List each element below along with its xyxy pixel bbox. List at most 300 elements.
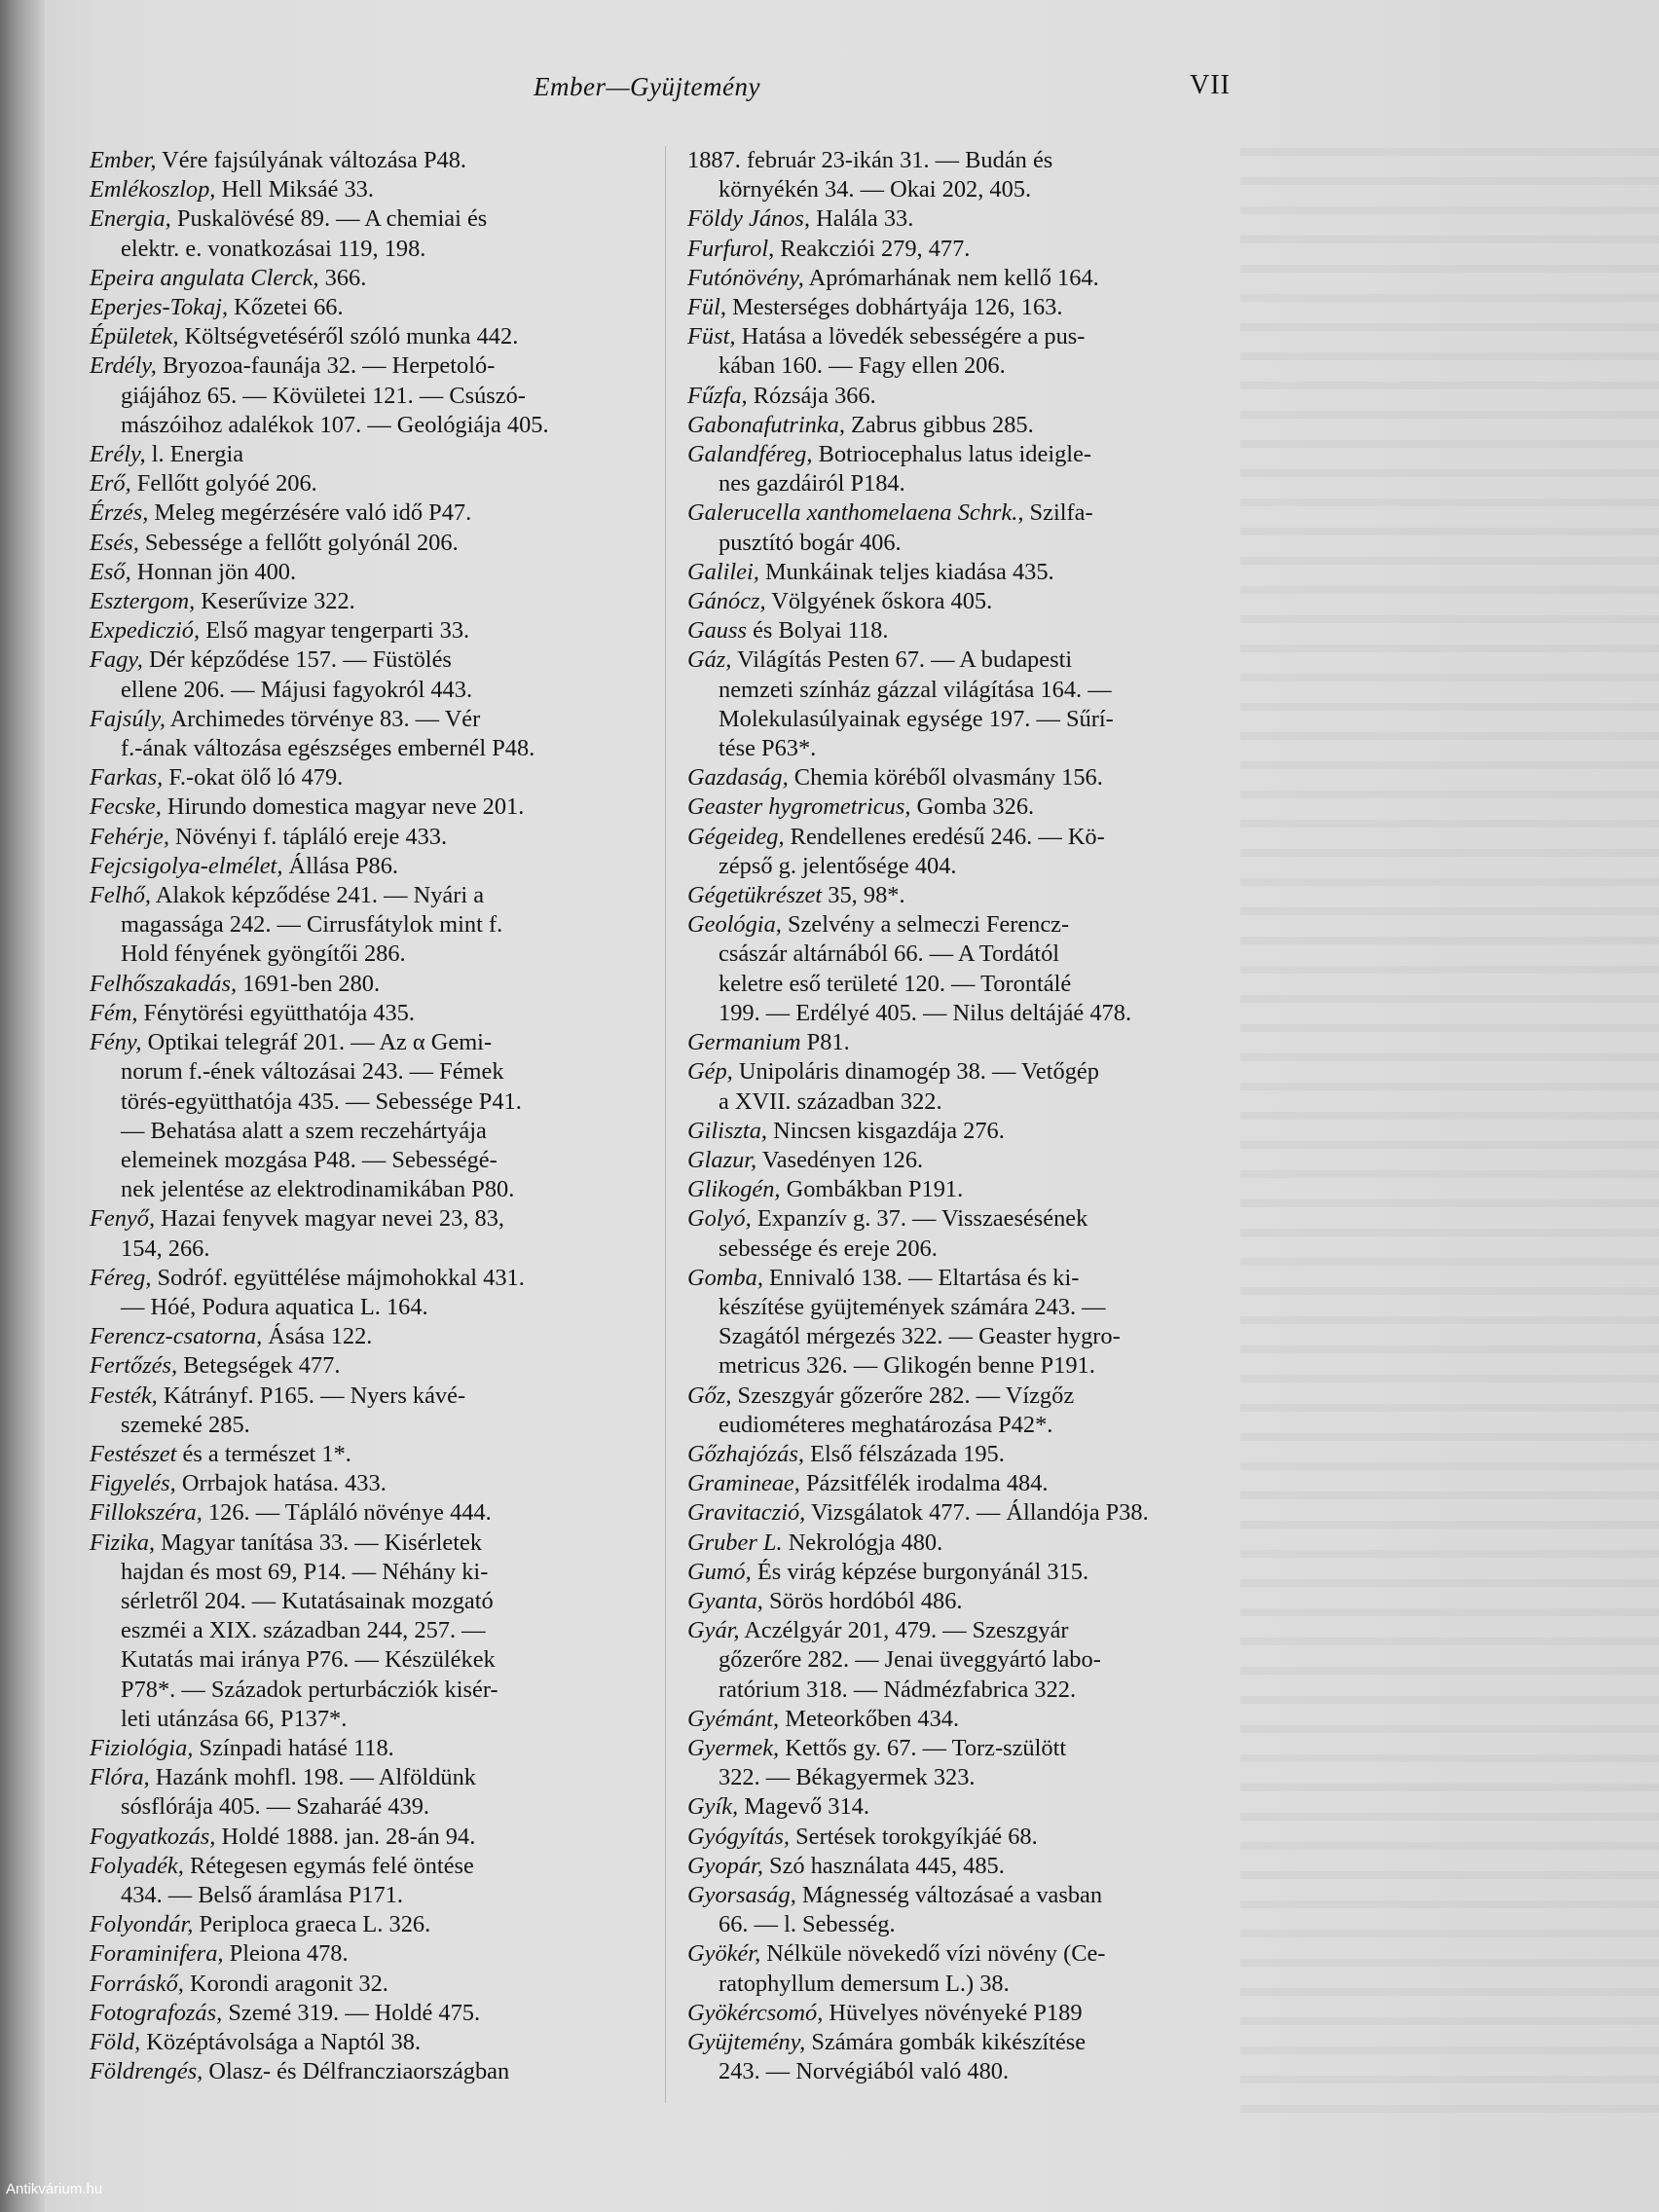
entry-headword: Folyondár, [90,1911,194,1938]
entry-text-line: törés-együtthatója 435. — Sebessége P41. [121,1088,522,1115]
index-entry [687,146,1244,204]
index-entry [90,146,643,175]
entry-text-line: Rendellenes eredésű 246. — Kö- [790,823,1105,850]
entry-text-line: f.-ának változása egészséges embernél P48. [121,735,535,762]
entry-headword: Germanium [687,1029,801,1056]
entry-text-line: Puskalövésé 89. — A chemiai és [176,205,488,233]
entry-text-line: 35, 98*. [828,882,905,909]
entry-headword: Geológia, [687,911,782,939]
entry-text-line: Sebessége a fellőtt golyónál 206. [144,529,459,556]
entry-text-line: Sertések torokgyíkjáé 68. [795,1823,1038,1850]
index-entry [687,645,1244,763]
index-entry [90,793,643,822]
index-entry [90,1970,643,1999]
entry-text-line: Honnan jön 400. [136,558,297,585]
entry-headword: Gégeideg, [687,823,785,850]
entry-text-line: Meteorkőben 434. [785,1705,960,1732]
entry-text-line: Vizsgálatok 477. — Állandója P38. [810,1499,1149,1527]
entry-headword: Föld, [90,2029,141,2055]
entry-headword: Földrengés, [90,2058,203,2085]
entry-text-line: császár altárnából 66. — A Tordától [719,940,1060,968]
entry-headword: Festék, [90,1382,158,1409]
index-entry [90,1939,643,1969]
entry-text-line: norum f.-ének változásai 243. — Fémek [121,1058,504,1086]
entry-text-line: Kátrányf. P165. — Nyers kávé- [163,1382,466,1409]
entry-text-line: P81. [806,1029,850,1056]
entry-text-line: Pázsitfélék irodalma 484. [805,1470,1049,1497]
entry-text-line: Dér képződése 157. — Füstölés [148,646,452,674]
index-entry [687,558,1244,587]
index-entry [90,175,643,204]
entry-text-line: Mesterséges dobhártyája 126, 163. [732,294,1063,321]
entry-headword: Gravitaczió, [687,1499,806,1527]
entry-text-line: ratophyllum demersum L.) 38. [719,1970,1010,1997]
entry-headword: Fogyatkozás, [90,1823,216,1850]
entry-text-line: és a természet 1*. [182,1440,351,1467]
index-entry [90,293,643,322]
entry-headword: Fül, [687,294,726,321]
index-entry [687,1498,1244,1528]
entry-text-line: elemeinek mozgása P48. — Sebességé- [121,1146,498,1173]
entry-text-line: sósflórája 405. — Szaharáé 439. [121,1793,429,1821]
entry-headword: Futónövény, [687,264,804,291]
entry-text-line: Archimedes törvénye 83. — Vér [169,705,481,732]
entry-text-line: Világítás Pesten 67. — A budapesti [737,646,1073,674]
index-entry [687,1028,1244,1057]
index-entry [687,1175,1244,1204]
entry-headword: Folyadék, [90,1852,184,1879]
index-entry [90,1763,643,1822]
entry-headword: Fejcsigolya-elmélet, [90,852,283,879]
entry-text-line: Mágnesség változásaé a vasban [801,1881,1103,1908]
index-entry [687,411,1244,440]
index-entry [687,616,1244,645]
index-entry [90,469,643,498]
index-entry [90,558,643,587]
entry-text-line: Szagától mérgezés 322. — Geaster hygro- [719,1323,1121,1350]
entry-headword: Gauss [687,617,747,645]
entry-text-line: 1691-ben 280. [242,970,381,997]
index-entry [687,763,1244,793]
entry-headword: Figyelés, [90,1470,176,1497]
entry-headword: Fagy, [90,646,143,674]
index-entry [90,763,643,793]
entry-headword: Forráskő, [90,1970,184,1997]
index-entry [90,2028,643,2057]
index-entry [687,1204,1244,1263]
index-entry [687,1057,1244,1116]
running-head: Ember—Gyüjtemény [534,72,760,101]
entry-headword: Fotografozás, [90,1999,223,2026]
entry-text-line: Hatása a lövedék sebességére a pus- [741,323,1086,350]
entry-text-line: sebessége és ereje 206. [719,1235,938,1262]
entry-text-line: Hold fényének gyöngítői 286. [121,940,406,968]
entry-text-line: Alakok képződése 241. — Nyári a [155,882,485,909]
entry-text-line: Expanzív g. 37. — Visszaesésének [756,1205,1088,1233]
entry-text-line: 126. — Tápláló növénye 444. [207,1499,492,1527]
entry-text-line: Sörös hordóból 486. [769,1587,963,1614]
entry-text-line: 199. — Erdélyé 405. — Nilus deltájáé 478. [719,999,1132,1026]
entry-headword: Gruber L. [687,1529,783,1556]
bleed-through-texture [1240,127,1659,2132]
entry-headword: Fertőzés, [90,1352,178,1380]
entry-headword: Eső, [90,558,131,585]
index-entry [90,1823,643,1852]
index-entry [90,1264,643,1322]
index-entry [687,1616,1244,1705]
entry-text-line: Sodróf. együttélése májmohokkal 431. [157,1264,525,1291]
index-entry [687,1117,1244,1146]
index-entry [687,1939,1244,1998]
entry-text-line: környékén 34. — Okai 202, 405. [719,176,1032,203]
entry-headword: Gyermek, [687,1734,780,1761]
entry-text-line: Hazai fenyvek magyar nevei 23, 83, [161,1205,504,1233]
index-entry [687,823,1244,881]
index-entry [90,1498,643,1528]
entry-headword: Érzés, [90,499,149,527]
index-entry [90,440,643,469]
entry-headword: Gáz, [687,646,732,674]
entry-headword: Fenyő, [90,1205,156,1233]
entry-headword: Gabonafutrinka, [687,411,845,438]
entry-text-line: készítése gyüjtemények számára 243. — [719,1293,1106,1320]
entry-text-line: — Behatása alatt a szem reczehártyája [121,1117,487,1144]
entry-text-line: Halála 33. [816,205,914,233]
entry-text-line: pusztító bogár 406. [719,529,902,556]
entry-text-line: Olasz- és Délfrancziaországban [208,2058,510,2085]
entry-headword: Gégetükrészet [687,882,823,909]
entry-text-line: nemzeti színház gázzal világítása 164. — [719,676,1112,703]
index-entry [90,1469,643,1498]
entry-headword: Gyüjtemény, [687,2029,806,2055]
entry-headword: Gőz, [687,1382,732,1409]
entry-text-line: Költségvetéséről szóló munka 442. [184,323,519,350]
entry-text-line: mászóihoz adalékok 107. — Geológiája 405. [121,411,549,438]
entry-text-line: a XVII. században 322. [719,1088,942,1115]
entry-text-line: 243. — Norvégiából való 480. [719,2058,1010,2085]
index-entry [687,1469,1244,1498]
entry-headword: Flóra, [90,1764,150,1791]
entry-headword: Ember, [90,147,157,173]
entry-text-line: metricus 326. — Glikogén benne P191. [719,1352,1095,1380]
entry-headword: Galerucella xanthomelaena Schrk., [687,499,1024,527]
index-entry [687,587,1244,616]
index-entry [90,1204,643,1263]
index-entry [687,1734,1244,1792]
entry-headword: Fiziológia, [90,1734,194,1761]
index-entry [687,440,1244,498]
entry-text-line: Magevő 314. [744,1793,869,1821]
entry-text-line: giájához 65. — Kövületei 121. — Csúszó- [121,382,526,409]
entry-text-line: zépső g. jelentősége 404. [719,852,957,879]
entry-headword: Gyökércsomó, [687,1999,824,2026]
index-entry [90,616,643,645]
entry-headword: Felhő, [90,882,151,909]
entry-headword: Giliszta, [687,1117,767,1144]
entry-text-line: 66. — l. Sebesség. [719,1911,896,1938]
entry-text-line: Reakcziói 279, 477. [780,235,971,262]
entry-headword: Gyanta, [687,1587,763,1614]
entry-text-line: Unipoláris dinamogép 38. — Vetőgép [738,1058,1099,1086]
entry-headword: Gazdaság, [687,764,789,792]
entry-text-line: Hazánk mohfl. 198. — Alföldünk [155,1764,476,1791]
entry-text-line: 322. — Békagyermek 323. [719,1764,976,1791]
entry-text-line: Meleg megérzésére való idő P47. [154,499,472,527]
entry-text-line: Zabrus gibbus 285. [851,411,1034,438]
index-entry [687,382,1244,411]
index-column-left [90,146,643,2086]
entry-headword: Expediczió, [90,617,201,645]
entry-headword: Felhőszakadás, [90,970,238,997]
index-entry [90,1440,643,1469]
index-column-right [687,146,1244,2086]
index-entry [687,498,1244,557]
entry-text-line: Munkáinak teljes kiadása 435. [764,558,1054,585]
entry-headword: Gyopár, [687,1852,763,1879]
index-entry [90,1382,643,1440]
entry-text-line: Kettős gy. 67. — Torz-szülött [785,1734,1067,1761]
index-entry [90,970,643,999]
entry-text-line: Aczélgyár 201, 479. — Szeszgyár [744,1617,1069,1644]
entry-text-line: Keserűvize 322. [201,588,355,615]
entry-text-line: Hirundo domestica magyar neve 201. [166,793,525,821]
index-entry [687,793,1244,822]
entry-text-line: — Hóé, Podura aquatica L. 164. [121,1293,428,1320]
entry-headword: Erő, [90,470,131,498]
index-entry [90,1028,643,1204]
entry-text-line: 1887. február 23-ikán 31. — Budán és [687,147,1053,173]
entry-headword: Glikogén, [687,1176,781,1203]
entry-headword: Fém, [90,999,138,1026]
index-entry [90,1852,643,1910]
index-entry [90,529,643,558]
entry-headword: Fecske, [90,793,162,821]
entry-headword: Ferencz-csatorna, [90,1323,263,1350]
entry-text-line: elektr. e. vonatkozásai 119, 198. [121,235,426,262]
entry-headword: Farkas, [90,764,164,792]
index-entry [687,1792,1244,1822]
index-entry [90,204,643,263]
entry-headword: Gyorsaság, [687,1881,796,1908]
entry-text-line: keletre eső területé 120. — Torontálé [719,970,1072,997]
entry-headword: Fajsúly, [90,705,166,732]
entry-headword: Gőzhajózás, [687,1440,804,1467]
index-entry [90,1351,643,1381]
entry-text-line: Molekulasúlyainak egysége 197. — Sűrí- [719,705,1114,732]
entry-headword: Festészet [90,1440,177,1467]
entry-text-line: Vére fajsúlyának változása P48. [162,147,466,173]
entry-text-line: Fellőtt golyóé 206. [136,470,317,498]
index-entry [687,1440,1244,1469]
entry-text-line: P78*. — Századok perturbácziók kisér- [121,1676,498,1703]
index-entry [687,1264,1244,1382]
entry-text-line: eszméi a XIX. században 244, 257. — [121,1617,486,1644]
index-entry [90,645,643,704]
entry-text-line: Botriocephalus latus ideigle- [818,441,1092,468]
entry-headword: Foraminifera, [90,1940,224,1968]
entry-text-line: Optikai telegráf 201. — Az α Gemi- [147,1029,493,1056]
entry-headword: Gánócz, [687,588,766,615]
entry-text-line: Szilfa- [1029,499,1093,527]
entry-text-line: Vasedényen 126. [761,1146,924,1173]
index-entry [90,2057,643,2086]
entry-headword: Fizika, [90,1529,156,1556]
entry-headword: Gomba, [687,1264,763,1291]
entry-text-line: 366. [324,264,367,291]
entry-headword: Fény, [90,1029,142,1056]
entry-text-line: és Bolyai 118. [753,617,889,645]
index-entry [90,881,643,970]
index-entry [90,322,643,351]
entry-text-line: Rózsája 366. [753,382,876,409]
index-entry [687,235,1244,264]
entry-text-line: Rétegesen egymás felé öntése [189,1852,474,1879]
entry-headword: Epeira angulata Clerck, [90,264,319,291]
entry-text-line: Kutatás mai iránya P76. — Készülékek [121,1646,496,1674]
entry-text-line: hajdan és most 69, P14. — Néhány ki- [121,1558,489,1585]
index-entry [90,587,643,616]
page-number: VII [1190,70,1231,100]
index-entry [687,264,1244,293]
entry-text-line: Fénytörési együtthatója 435. [143,999,415,1026]
entry-text-line: 434. — Belső áramlása P171. [121,1881,403,1908]
entry-text-line: Szeszgyár gőzerőre 282. — Vízgőz [737,1382,1075,1409]
entry-text-line: Szelvény a selmeczi Ferencz- [787,911,1070,939]
index-entry [90,498,643,528]
index-entry [687,322,1244,381]
entry-headword: Gyógyítás, [687,1823,790,1850]
entry-headword: Gramineae, [687,1470,800,1497]
index-entry [687,2028,1244,2086]
entry-text-line: Hell Miksáé 33. [221,176,374,203]
index-entry [687,1529,1244,1558]
entry-headword: Golyó, [687,1205,752,1233]
entry-headword: Földy János, [687,205,810,233]
entry-headword: Füst, [687,323,736,350]
entry-text-line: És virág képzése burgonyánál 315. [756,1558,1089,1585]
entry-headword: Gyár, [687,1617,740,1644]
entry-text-line: Magyar tanítása 33. — Kisérletek [161,1529,483,1556]
entry-text-line: Nekrológja 480. [788,1529,943,1556]
index-entry [687,1999,1244,2028]
entry-headword: Eperjes-Tokaj, [90,294,229,321]
entry-text-line: l. Energia [151,441,244,468]
index-entry [90,1734,643,1763]
entry-headword: Gumó, [687,1558,752,1585]
column-divider [665,146,666,2103]
entry-headword: Galilei, [687,558,759,585]
entry-text-line: Állása P86. [288,852,399,879]
entry-text-line: Periploca graeca L. 326. [199,1911,431,1938]
entry-text-line: Kőzetei 66. [234,294,344,321]
index-entry [90,852,643,881]
entry-text-line: Első félszázada 195. [810,1440,1005,1467]
entry-text-line: Chemia köréből olvasmány 156. [793,764,1103,792]
entry-headword: Esés, [90,529,139,556]
entry-text-line: Első magyar tengerparti 33. [205,617,470,645]
index-entry [90,705,643,763]
entry-text-line: Ásása 122. [268,1323,373,1350]
index-entry [687,1705,1244,1734]
index-entry [90,1910,643,1939]
entry-headword: Gyémánt, [687,1705,780,1732]
entry-headword: Féreg, [90,1264,152,1291]
index-entry [90,1529,643,1734]
index-entry [687,1852,1244,1881]
entry-headword: Erély, [90,441,146,468]
index-entry [687,1587,1244,1616]
watermark: Antikvárium.hu [6,2181,103,2197]
entry-text-line: Orrbajok hatása. 433. [181,1470,387,1497]
entry-text-line: Holdé 1888. jan. 28-án 94. [221,1823,476,1850]
entry-text-line: kában 160. — Fagy ellen 206. [719,352,1006,380]
entry-text-line: 154, 266. [121,1235,210,1262]
entry-headword: Emlékoszlop, [90,176,216,203]
index-entry [90,1999,643,2028]
entry-headword: Gép, [687,1058,733,1086]
entry-text-line: Völgyének őskora 405. [771,588,993,615]
entry-headword: Épületek, [90,323,179,350]
entry-text-line: leti utánzása 66, P137*. [121,1705,348,1732]
entry-text-line: Középtávolsága a Naptól 38. [146,2029,422,2055]
index-entry [687,293,1244,322]
book-spine-shadow [0,0,45,2212]
entry-text-line: Nélküle növekedő vízi növény (Ce- [766,1940,1106,1968]
entry-text-line: sérletről 204. — Kutatásainak mozgató [121,1587,494,1614]
index-entry [90,1322,643,1351]
index-entry [687,910,1244,1028]
index-entry [90,999,643,1028]
entry-headword: Energia, [90,205,171,233]
index-entry [687,1823,1244,1852]
entry-headword: Erdély, [90,352,157,380]
entry-text-line: magassága 242. — Cirrusfátylok mint f. [121,911,503,939]
entry-text-line: Hüvelyes növényeké P189 [829,1999,1083,2026]
entry-headword: Gyík, [687,1793,739,1821]
index-entry [687,1881,1244,1939]
index-entry [90,264,643,293]
entry-text-line: Számára gombák kikészítése [811,2029,1087,2055]
entry-text-line: Gombákban P191. [786,1176,964,1203]
entry-headword: Furfurol, [687,235,775,262]
entry-text-line: Ennivaló 138. — Eltartása és ki- [769,1264,1080,1291]
entry-headword: Galandféreg, [687,441,813,468]
index-entry [687,1146,1244,1175]
entry-text-line: Nincsen kisgazdája 276. [773,1117,1005,1144]
index-entry [687,881,1244,910]
entry-text-line: nek jelentése az elektrodinamikában P80. [121,1176,515,1203]
entry-headword: Fillokszéra, [90,1499,203,1527]
entry-headword: Geaster hygrometricus, [687,793,911,821]
entry-headword: Glazur, [687,1146,757,1173]
entry-text-line: gőzerőre 282. — Jenai üveggyártó labo- [719,1646,1101,1674]
entry-text-line: eudiométeres meghatározása P42*. [719,1411,1053,1438]
index-entry [687,204,1244,234]
entry-text-line: Betegségek 477. [183,1352,341,1380]
entry-text-line: Bryozoa-faunája 32. — Herpetoló- [162,352,496,380]
entry-text-line: szemeké 285. [121,1411,250,1438]
entry-headword: Esztergom, [90,588,196,615]
index-entry [90,823,643,852]
index-entry [687,1558,1244,1587]
entry-headword: Fehérje, [90,823,169,850]
entry-text-line: ellene 206. — Májusi fagyokról 443. [121,676,473,703]
entry-text-line: F.-okat ölő ló 479. [168,764,344,792]
entry-headword: Gyökér, [687,1940,761,1968]
entry-text-line: ratórium 318. — Nádmézfabrica 322. [719,1676,1077,1703]
entry-text-line: Szó használata 445, 485. [769,1852,1005,1879]
entry-text-line: Növényi f. tápláló ereje 433. [175,823,448,850]
